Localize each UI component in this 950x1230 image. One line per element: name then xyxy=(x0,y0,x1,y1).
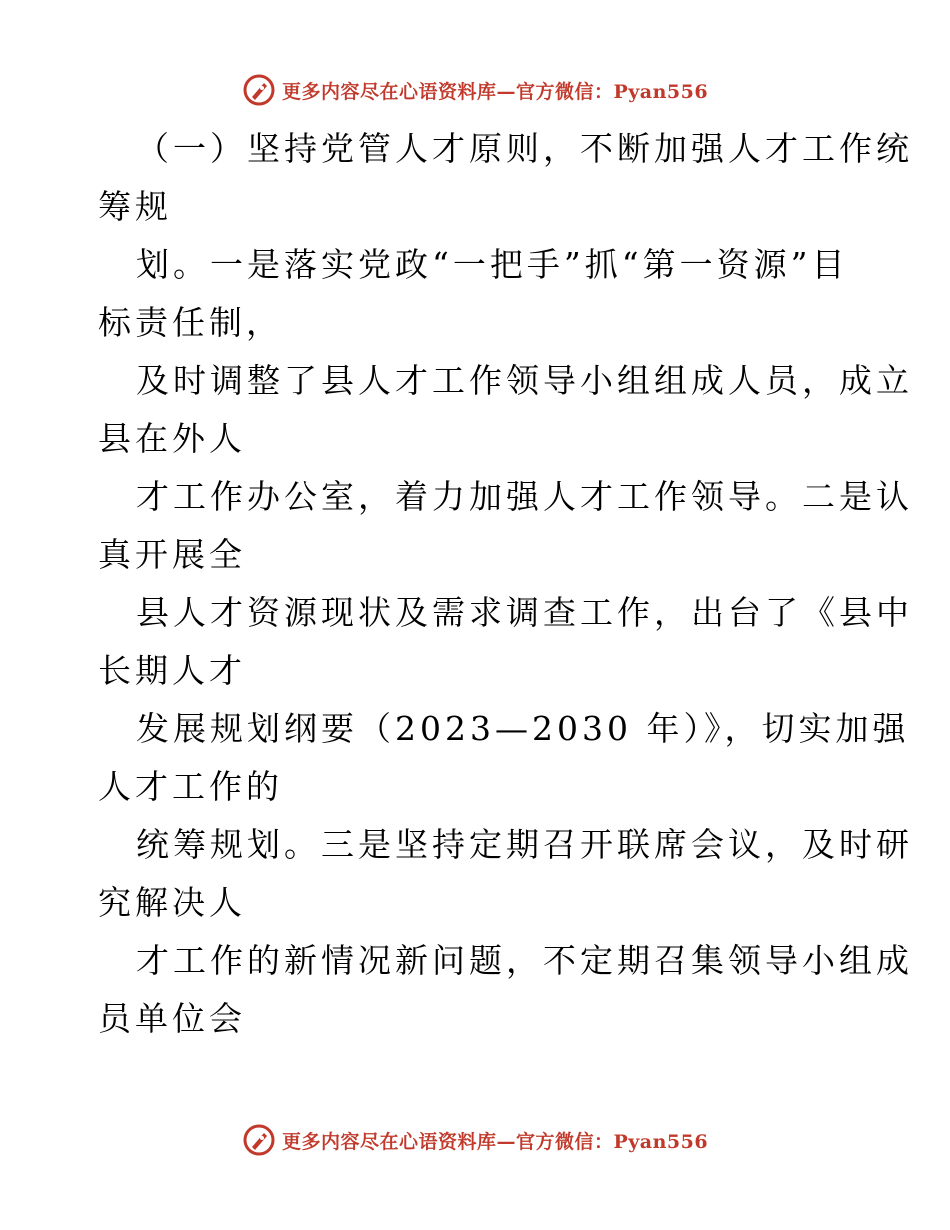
pen-nib-logo-icon xyxy=(242,73,276,107)
paragraph-line: 标责任制， xyxy=(98,303,283,342)
footer-watermark xyxy=(0,1120,950,1160)
paragraph-line: 发展规划纲要（2023—2030 年）》，切实加强 xyxy=(136,709,910,748)
paragraph-line: 员单位会 xyxy=(98,999,246,1038)
paragraph-line: 筹规 xyxy=(98,187,172,226)
watermark-text: 更多内容尽在心语资料库—官方微信：Pyan556 xyxy=(281,80,709,103)
paragraph-line: 长期人才 xyxy=(98,651,246,690)
paragraph-line: 县在外人 xyxy=(98,419,246,458)
paragraph-line: 真开展全 xyxy=(98,535,246,574)
paragraph-line: 及时调整了县人才工作领导小组组成人员，成立 xyxy=(136,361,913,400)
paragraph-line: 究解决人 xyxy=(98,883,246,922)
paragraph-line: 才工作的新情况新问题，不定期召集领导小组成 xyxy=(136,941,913,980)
paragraph-line: 才工作办公室，着力加强人才工作领导。二是认 xyxy=(136,477,913,516)
document-body xyxy=(98,120,913,1048)
watermark-text: 更多内容尽在心语资料库—官方微信：Pyan556 xyxy=(281,1130,709,1153)
pen-nib-logo-icon xyxy=(242,1123,276,1157)
paragraph-line: （一）坚持党管人才原则，不断加强人才工作统 xyxy=(136,129,913,168)
header-watermark xyxy=(0,70,950,110)
paragraph-line: 统筹规划。三是坚持定期召开联席会议，及时研 xyxy=(136,825,913,864)
paragraph-line: 县人才资源现状及需求调查工作，出台了《县中 xyxy=(136,593,913,632)
paragraph-line: 划。一是落实党政“一把手”抓“第一资源”目 xyxy=(136,245,849,284)
paragraph-line: 人才工作的 xyxy=(98,767,283,806)
